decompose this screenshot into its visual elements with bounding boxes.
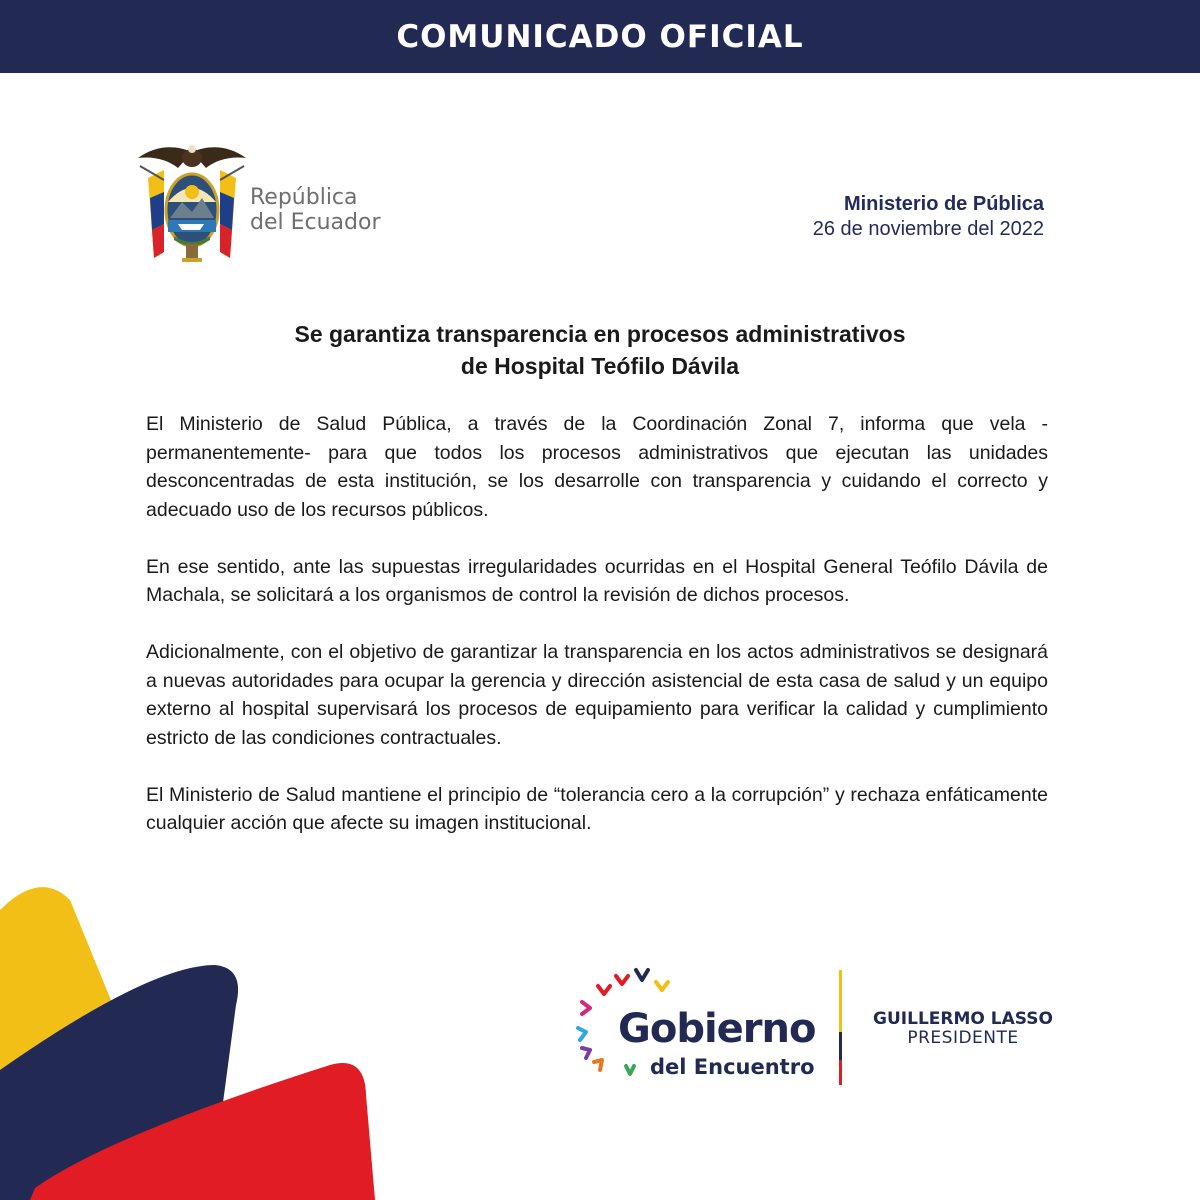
- decorative-color-shapes: [0, 870, 380, 1200]
- gobierno-logo-subtext: del Encuentro: [650, 1055, 815, 1079]
- paragraph: El Ministerio de Salud mantiene el principio de “tolerancia cero a la corrupción” y rechaza enfáticamente cualquier acción que afecte su imagen institucional.: [146, 783, 1048, 834]
- headline: [150, 318, 1050, 382]
- footer-separator: [839, 970, 842, 1085]
- republica-del-ecuador-label: [250, 185, 381, 235]
- president-block: [862, 1009, 1064, 1047]
- president-name: GUILLERMO LASSO: [873, 1009, 1053, 1029]
- coat-of-arms-icon: [134, 140, 250, 266]
- gobierno-logo-text: Gobierno: [618, 1006, 816, 1052]
- ministry-block: [813, 192, 1044, 242]
- header-title: COMUNICADO OFICIAL: [396, 18, 804, 55]
- republica-line2: del Ecuador: [250, 210, 381, 235]
- headline-line2: de Hospital Teófilo Dávila: [460, 353, 740, 379]
- paragraph: En ese sentido, ante las supuestas irregularidades ocurridas en el Hospital General Teófilo Dávila de Machala, se solicitará a los organismos de control la revisión de dichos procesos.: [146, 555, 1048, 606]
- president-title: PRESIDENTE: [907, 1028, 1019, 1048]
- ministry-date: 26 de noviembre del 2022: [812, 218, 1044, 240]
- body-text: [146, 410, 1048, 866]
- republica-line1: República: [250, 185, 358, 210]
- paragraph: El Ministerio de Salud Pública, a través de la Coordinación Zonal 7, informa que vela -permanentemente- para que todos los procesos administrativos que ejecutan las unidades desconcentradas de esta institución, se los desarrolle con transparencia y cuidando el correcto y adecuado uso de los recursos públicos.: [146, 413, 1048, 521]
- header-bar: [0, 0, 1200, 73]
- ministry-name: Ministerio de Pública: [843, 193, 1044, 215]
- headline-line1: Se garantiza transparencia en procesos administrativos: [294, 321, 906, 347]
- paragraph: Adicionalmente, con el objetivo de garantizar la transparencia en los actos administrativos se designará a nuevas autoridades para ocupar la gerencia y dirección asistencial de esta casa de salud y un equipo externo al hospital supervisará los procesos de equipamiento para verificar la calidad y cumplimiento estricto de las condiciones contractuales.: [146, 641, 1048, 749]
